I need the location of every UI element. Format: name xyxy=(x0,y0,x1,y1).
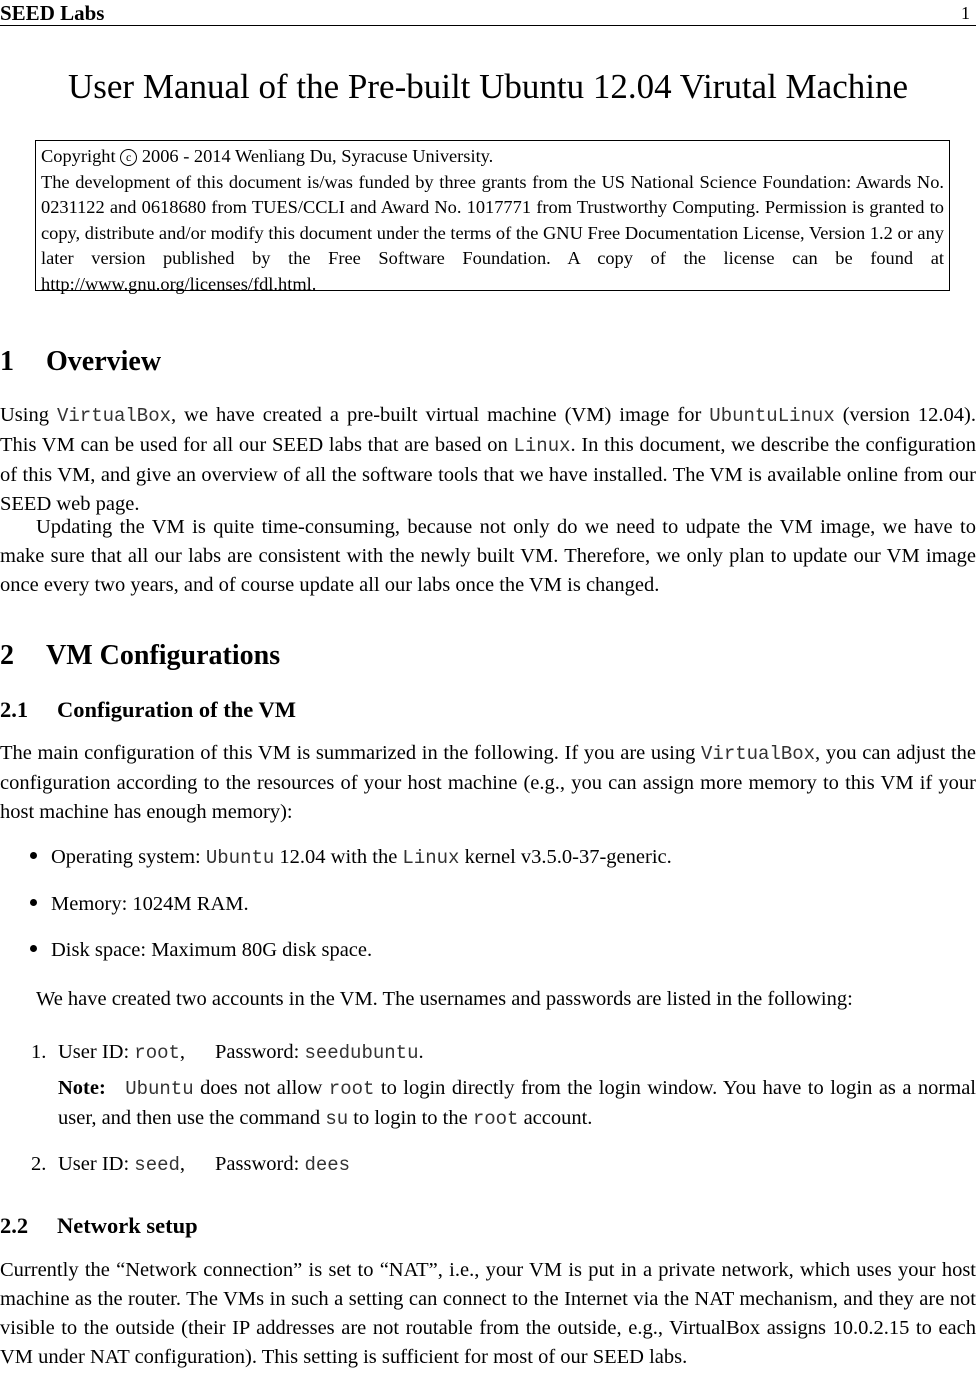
bullet-disk-space: Disk space: Maximum 80G disk space. xyxy=(30,936,372,965)
section-heading-vm-configurations xyxy=(0,639,280,673)
document-title: User Manual of the Pre-built Ubuntu 12.04 Virutal Machine xyxy=(68,67,908,106)
subsection-title: Network setup xyxy=(57,1213,198,1238)
bullet-dot xyxy=(30,945,37,952)
account-item-root: 1. User ID: root, Password: seedubuntu. xyxy=(31,1041,424,1064)
section-title: Overview xyxy=(46,346,162,377)
running-header-title: SEED Labs xyxy=(0,1,105,25)
section-title: VM Configurations xyxy=(46,640,281,671)
network-setup-paragraph: Currently the “Network connection” is set to “NAT”, i.e., your VM is put in a private network, which uses your host machine as the router. The VMs in such a setting can connect to the Internet via the NAT mechanism, and they are not visible to the outside (their IP addresses are not routable from the outside, e.g., VirtualBox assigns 10.0.2.15 to each VM under NAT configuration). This setting is sufficient for most of our SEED labs. xyxy=(0,1259,976,1368)
copyright-box xyxy=(35,140,950,294)
page-number: 1 xyxy=(961,3,970,23)
bullet-dot xyxy=(30,852,37,859)
overview-paragraph-2: Updating the VM is quite time-consuming, because not only do we need to udpate the VM image, we have to make sure that all our labs are consistent with the newly built VM. Therefore, we only plan to update our VM image once every two years, and of course update all our labs once the VM is changed. xyxy=(0,516,976,596)
bullet-operating-system: Operating system: Ubuntu 12.04 with the Linux kernel v3.5.0-37-generic. xyxy=(30,843,672,873)
subsection-number: 2.1 xyxy=(0,697,29,722)
overview-paragraph-1: Using VirtualBox, we have created a pre-built virtual machine (VM) image for UbuntuLinux (version 12.04). This VM can be used for all our SEED labs that are based on Linux. In this document, we describe the configuration of this VM, and give an overview of all the software tools that we have installed. The VM is available online from our SEED web page. xyxy=(0,404,976,515)
section-heading-overview xyxy=(0,345,161,379)
subsection-heading-configuration xyxy=(0,696,296,724)
section-number: 2 xyxy=(0,640,14,671)
subsection-title: Configuration of the VM xyxy=(57,697,296,722)
copyright-holder: 2006 - 2014 Wenliang Du, Syracuse University. xyxy=(141,146,494,166)
bullet-memory: Memory: 1024M RAM. xyxy=(30,890,249,919)
copyright-label: Copyright xyxy=(41,146,116,166)
root-login-note: Note: Ubuntu does not allow root to login directly from the login window. You have to login as a normal user, and then use the command su to login to the root account. xyxy=(58,1077,976,1130)
bullet-dot xyxy=(30,899,37,906)
accounts-intro: We have created two accounts in the VM. The usernames and passwords are listed in the following: xyxy=(36,988,853,1010)
note-label: Note: xyxy=(58,1077,106,1099)
configuration-paragraph: The main configuration of this VM is summarized in the following. If you are using VirtualBox, you can adjust the configuration according to the resources of your host machine (e.g., you can assign more memory to this VM if your host machine has enough memory): xyxy=(0,742,976,823)
copyright-symbol: c xyxy=(120,149,137,166)
copyright-line xyxy=(41,144,944,170)
subsection-heading-network-setup xyxy=(0,1212,198,1240)
header-rule xyxy=(0,25,976,26)
subsection-number: 2.2 xyxy=(0,1213,29,1238)
account-item-seed: 2. User ID: seed, Password: dees xyxy=(31,1153,351,1176)
copyright-body: The development of this document is/was funded by three grants from the US National Science Foundation: Awards No. 0231122 and 0618680 from TUES/CCLI and Award No. 1017771 from Trustworthy Computing. Permission is granted to copy, distribute and/or modify this document under the terms of the GNU Free Documentation License, Version 1.2 or any later version published by the Free Software Foundation. A copy of the license can be found at http://www.gnu.org/licenses/fdl.html. xyxy=(41,171,944,294)
section-number: 1 xyxy=(0,346,14,377)
